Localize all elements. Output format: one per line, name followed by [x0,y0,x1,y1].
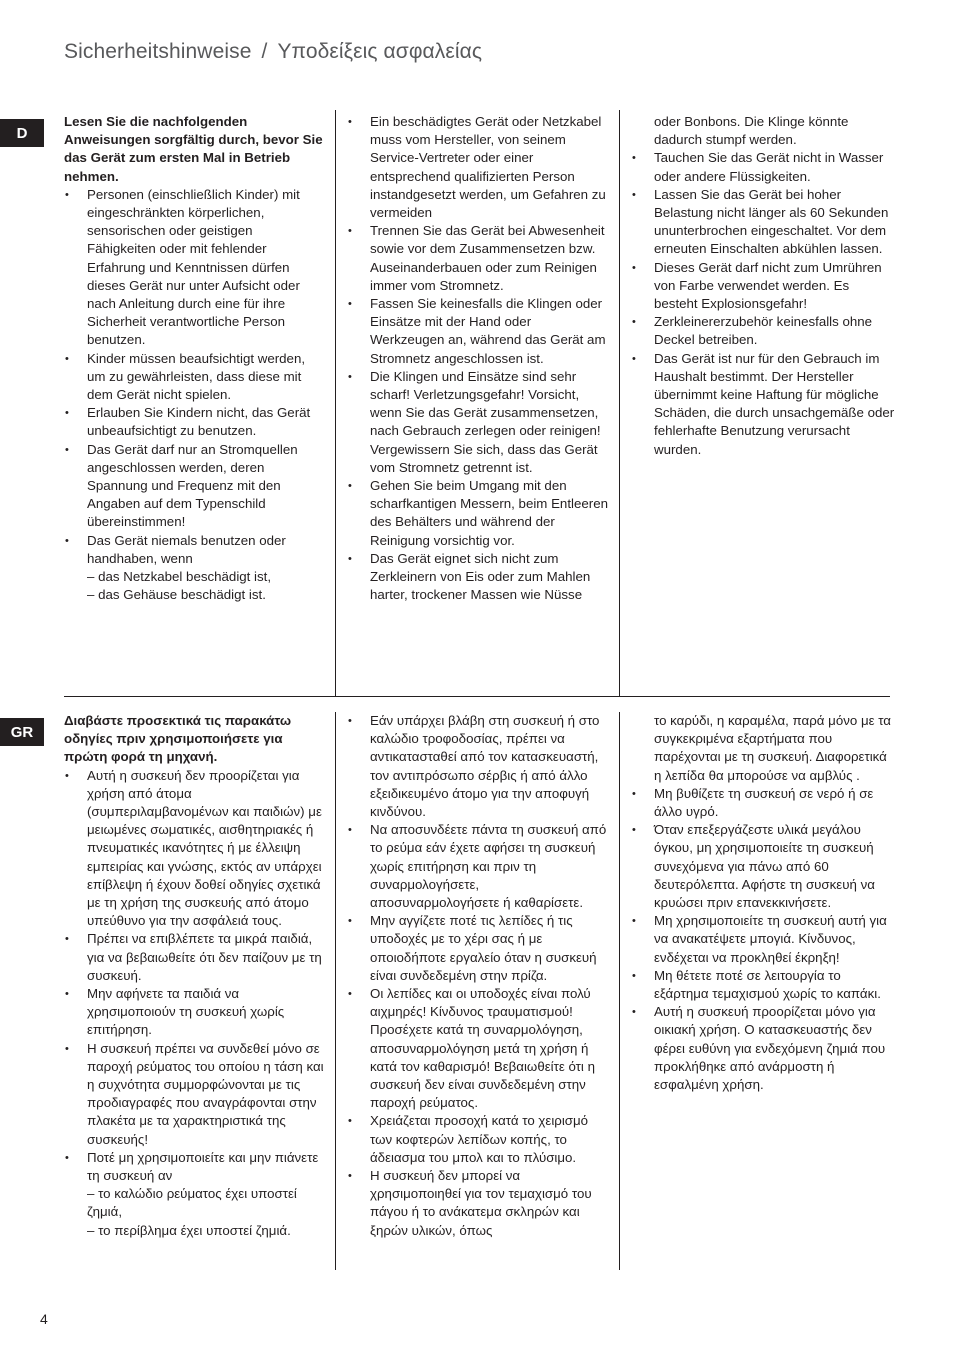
de-column-3 [631,113,895,459]
list-item-text: • Das Gerät niemals benutzen oder handhaben, wenn [87,532,286,566]
de-intro: Lesen Sie die nachfolgenden Anweisungen sorgfältig durch, bevor Sie das Gerät zum ersten Mal in Betrieb nehmen. [64,114,323,184]
section-divider [64,696,890,697]
language-tab-gr: GR [0,718,44,746]
gr-list-2 [347,712,609,1240]
continued-text: το καρύδι, η καραμέλα, παρά μόνο με τα συγκεκριμένα εξαρτήματα που παρέχονται με τη συσκευή. Διαφορετικά η λεπίδα θα μπορούσε να αμβλύς . [654,713,891,783]
list-item: • Πρέπει να επιβλέπετε τα μικρά παιδιά, για να βεβαιωθείτε ότι δεν παίζουν με τη συσκευή. [64,930,324,985]
de-list-3 [631,113,895,459]
title-greek: Υποδείξεις ασφαλείας [277,40,483,63]
sub-item: – το περίβλημα έχει υποστεί ζημιά. [87,1222,291,1238]
list-item: • Αυτή η συσκευή δεν προορίζεται για χρήση από άτομα (συμπεριλαμβανομένων και παιδιών) με μειωμένες σωματικές, αισθητηριακές ή πνευματικές ικανότητες ή με έλλειψη εμπειρίας και γνώσης, εκτός αν υπάρχει επίβλεψη ή έχουν δοθεί οδηγίες σχετικά με τη χρήση της συσκευής από άτομο υπεύθυνο για την ασφάλειά τους. [64,767,324,931]
title-german: Sicherheitshinweise [64,40,252,63]
list-item: • Das Gerät darf nur an Stromquellen angeschlossen werden, deren Spannung und Frequenz mit den Angaben auf dem Typenschild übereinstimmen! [64,441,324,532]
column-divider [619,712,620,1270]
column-divider [335,110,336,696]
column-divider [335,712,336,1270]
page-number: 4 [40,1311,48,1327]
page-title [64,40,482,64]
list-item: • Lassen Sie das Gerät bei hoher Belastung nicht länger als 60 Sekunden ununterbrochen eingeschaltet. Vor dem erneuten Einschalten abkühlen lassen. [631,186,895,259]
list-item: • Η συσκευή δεν μπορεί να χρησιμοποιηθεί για τον τεμαχισμό του πάγου ή το ανάκατεμα σκληρών και ξηρών υλικών, όπως [347,1167,609,1240]
list-item: • Das Gerät eignet sich nicht zum Zerkleinern von Eis oder zum Mahlen harter, trockener Massen wie Nüsse [347,550,609,605]
de-list-2 [347,113,609,604]
list-item: • Tauchen Sie das Gerät nicht in Wasser oder andere Flüssigkeiten. [631,149,895,185]
list-item: • Das Gerät ist nur für den Gebrauch im Haushalt bestimmt. Der Hersteller übernimmt keine Haftung für mögliche Schäden, die durch unsachgemäße oder fehlerhafte Benutzung verursacht wurden. [631,350,895,459]
list-item: • Ein beschädigtes Gerät oder Netzkabel muss vom Hersteller, von seinem Service-Vertreter oder einer entsprechend qualifizierten Person instandgesetzt werden, um Gefahren zu vermeiden [347,113,609,222]
column-divider [619,110,620,696]
list-item: • Personen (einschließlich Kinder) mit eingeschränkten körperlichen, sensorischen oder geistigen Fähigkeiten oder mit fehlender Erfahrung und Kenntnissen dürfen dieses Gerät nur unter Aufsicht oder nach Anleitung durch eine für ihre Sicherheit verantwortliche Person benutzen. [64,186,324,350]
list-item: • Εάν υπάρχει βλάβη στη συσκευή ή στο καλώδιο τροφοδοσίας, πρέπει να αντικατασταθεί από τον κατασκευαστή, τον αντιπρόσωπο σέρβις ή από άλλο εξειδικευμένο άτομο για την αποφυγή κινδύνου. [347,712,609,821]
list-item: • Όταν επεξεργάζεστε υλικά μεγάλου όγκου, μη χρησιμοποιείτε τη συσκευή συνεχόμενα για πάνω από 60 δευτερόλεπτα. Αφήστε τη συσκευή να κρυώσει πριν επανεκκινήσετε. [631,821,895,912]
list-item: • Χρειάζεται προσοχή κατά το χειρισμό των κοφτερών λεπίδων κοπής, το άδειασμα του μπολ και το πλύσιμο. [347,1112,609,1167]
gr-column-2 [347,712,609,1240]
list-item: • Αυτή η συσκευή προορίζεται μόνο για οικιακή χρήση. Ο κατασκευαστής δεν φέρει ευθύνη για ενδεχόμενη ζημιά που προκλήθηκε από ανάρμοστη ή εσφαλμένη χρήση. [631,1003,895,1094]
list-item: • Dieses Gerät darf nicht zum Umrühren von Farbe verwendet werden. Es besteht Explosionsgefahr! [631,259,895,314]
list-item-text: • Ποτέ μη χρησιμοποιείτε και μην πιάνετε τη συσκευή αν [87,1149,319,1184]
list-item: • Η συσκευή πρέπει να συνδεθεί μόνο σε παροχή ρεύματος του οποίου η τάση και η συχνότητα συμμορφώνονται με τις προδιαγραφές που αναγράφονται στην πλακέτα με τα χαρακτηριστικά της συσκευής! [64,1040,324,1149]
list-item: • Μη χρησιμοποιείτε τη συσκευή αυτή για να ανακατέψετε μπογιά. Κίνδυνος, ενδέχεται να προκληθεί έκρηξη! [631,912,895,967]
list-item [64,1149,324,1240]
list-item: • Μην αγγίζετε ποτέ τις λεπίδες ή τις υποδοχές με το χέρι σας ή με οποιοδήποτε εργαλείο όταν η συσκευή είναι συνδεδεμένη στην πρίζα. [347,912,609,985]
de-column-1 [64,113,324,604]
title-separator: / [261,40,268,63]
list-item: • Οι λεπίδες και οι υποδοχές είναι πολύ αιχμηρές! Κίνδυνος τραυματισμού! Προσέχετε κατά τη συναρμολόγηση, αποσυναρμολόγηση μετά τη χρήση ή κατά τον καθαρισμό! Βεβαιωθείτε ότι η συσκευή δεν είναι συνδεδεμένη στην παροχή ρεύματος. [347,985,609,1112]
de-column-2 [347,113,609,604]
gr-column-3 [631,712,895,1094]
sub-item: – το καλώδιο ρεύματος έχει υποστεί ζημιά, [87,1186,297,1220]
list-item: • Die Klingen und Einsätze sind sehr scharf! Verletzungsgefahr! Vorsicht, wenn Sie das Gerät zusammensetzen, nach Gebrauch zerlegen oder reinigen! Vergewissern Sie sich, dass das Gerät vom Stromnetz getrennt ist. [347,368,609,477]
list-item: • Μη θέτετε ποτέ σε λειτουργία το εξάρτημα τεμαχισμού χωρίς το καπάκι. [631,967,895,1003]
list-item: • Kinder müssen beaufsichtigt werden, um zu gewährleisten, dass diese mit dem Gerät nicht spielen. [64,350,324,405]
sub-item: – das Netzkabel beschädigt ist, [87,569,272,585]
list-item: • Μη βυθίζετε τη συσκευή σε νερό ή σε άλλο υγρό. [631,785,895,821]
sub-item: – das Gehäuse beschädigt ist. [87,587,266,603]
language-tab-d: D [0,119,44,147]
gr-list-3 [631,712,895,1094]
gr-column-1 [64,712,324,1240]
gr-intro: Διαβάστε προσεκτικά τις παρακάτω οδηγίες πριν χρησιμοποιήσετε για πρώτη φορά τη μηχανή. [64,713,292,765]
continued-text: oder Bonbons. Die Klinge könnte dadurch stumpf werden. [654,114,849,148]
list-item: • Zerkleinererzubehör keinesfalls ohne Deckel betreiben. [631,313,895,349]
list-item: • Να αποσυνδέετε πάντα τη συσκευή από το ρεύμα εάν έχετε αφήσει τη συσκευή χωρίς επιτήρηση και πριν τη συναρμολογήσετε, αποσυναρμολογήσετε ή καθαρίσετε. [347,821,609,912]
list-item: • Μην αφήνετε τα παιδιά να χρησιμοποιούν τη συσκευή χωρίς επιτήρηση. [64,985,324,1040]
list-item: • Erlauben Sie Kindern nicht, das Gerät unbeaufsichtigt zu benutzen. [64,404,324,440]
gr-list-1 [64,767,324,1240]
list-item: • Gehen Sie beim Umgang mit den scharfkantigen Messern, beim Entleeren des Behälters und während der Reinigung vorsichtig vor. [347,477,609,550]
list-item: • Fassen Sie keinesfalls die Klingen oder Einsätze mit der Hand oder Werkzeugen an, während das Gerät am Stromnetz angeschlossen ist. [347,295,609,368]
list-item [64,532,324,605]
list-item: • Trennen Sie das Gerät bei Abwesenheit sowie vor dem Zusammensetzen bzw. Auseinanderbauen oder zum Reinigen immer vom Stromnetz. [347,222,609,295]
de-list-1 [64,186,324,605]
